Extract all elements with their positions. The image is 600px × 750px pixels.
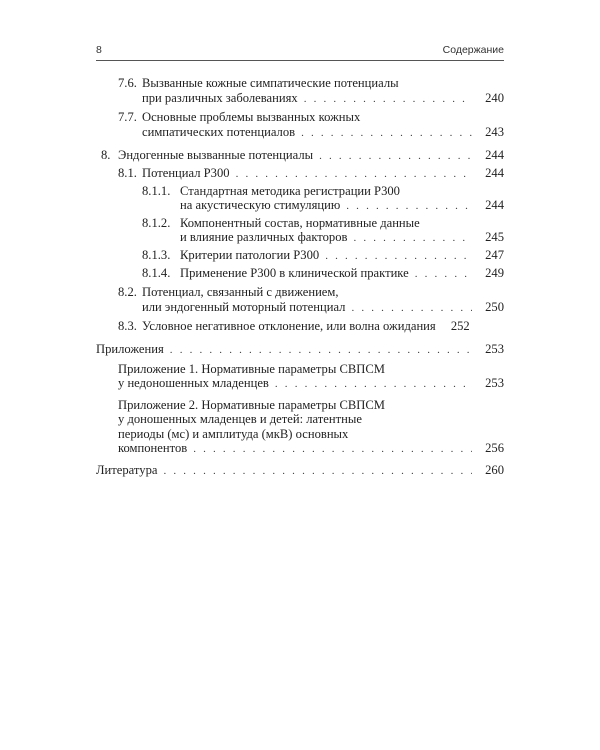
toc-page-number: 247 (485, 247, 504, 262)
toc-entry-title: у недоношенных младенцев (118, 376, 269, 391)
toc-entry-title: Потенциал P300 (142, 165, 230, 180)
dot-leader (236, 167, 472, 182)
toc-entry-title: при различных заболеваниях (142, 90, 298, 105)
dot-leader (351, 301, 472, 316)
toc-entry-8-1-4[interactable] (96, 266, 504, 282)
toc-entry-number: 8.1.3. (142, 247, 171, 262)
toc-entry-title: и влияние различных факторов (180, 230, 348, 245)
toc-entry-title: компонентов (118, 441, 188, 456)
toc-entry-title: на акустическую стимуляцию (180, 198, 341, 213)
toc-entry-title: или эндогенный моторный потенциал (142, 299, 346, 314)
toc-page-number: 260 (485, 463, 504, 478)
toc-entry-number: 7.7. (118, 110, 137, 125)
toc-page-number: 249 (485, 265, 504, 280)
toc-page-number: 244 (485, 198, 504, 213)
toc-entry-number: 8.1. (118, 165, 137, 180)
toc-entry-title: Приложения (96, 341, 164, 356)
dot-leader (193, 442, 472, 457)
toc-entry-number: 8.1.1. (142, 183, 171, 198)
toc-entry-references[interactable] (96, 463, 504, 479)
toc-page-number: 253 (485, 376, 504, 391)
toc-page-number: 244 (485, 148, 504, 163)
toc-entry-title: Критерии патологии P300 (180, 247, 320, 262)
toc-entry-number: 8.1.4. (142, 265, 171, 280)
toc-entry-title: Стандартная методика регистрации P300 (180, 183, 400, 198)
toc-entry-8-2[interactable] (96, 285, 504, 315)
toc-entry-7-7[interactable] (96, 110, 504, 140)
toc-entry-title: Применение P300 в клинической практике (180, 265, 409, 280)
toc-entry-title: у доношенных младенцев и детей: латентные (118, 412, 362, 427)
toc-entry-8-1-3[interactable] (96, 248, 504, 264)
toc-entry-title: Компонентный состав, нормативные данные (180, 215, 420, 230)
page-number: 8 (96, 44, 102, 56)
toc-page-number: 256 (485, 441, 504, 456)
toc-entry-8-1-1[interactable] (96, 184, 504, 214)
toc-entry-8-1-2[interactable] (96, 216, 504, 246)
table-of-contents (96, 76, 504, 483)
toc-entry-number: 7.6. (118, 76, 137, 90)
section-title: Содержание (442, 44, 504, 56)
toc-entry-7-6[interactable] (96, 76, 504, 106)
dot-leader (415, 267, 472, 282)
toc-entry-title: Литература (96, 463, 158, 478)
toc-page-number: 253 (485, 341, 504, 356)
toc-entry-title: Эндогенные вызванные потенциалы (118, 148, 314, 163)
dot-leader (170, 343, 472, 358)
toc-entry-title: Потенциал, связанный с движением, (142, 285, 339, 300)
toc-entry-number: 8.2. (118, 285, 137, 300)
toc-page-number: 244 (485, 165, 504, 180)
toc-page-number: 245 (485, 230, 504, 245)
toc-entry-appendix-1[interactable] (96, 362, 504, 392)
toc-entry-8-1[interactable] (96, 166, 504, 182)
toc-page-number: 243 (485, 124, 504, 139)
toc-entry-number: 8. (101, 148, 111, 163)
running-head (96, 44, 504, 60)
dot-leader (304, 92, 472, 107)
toc-entry-appendices[interactable] (96, 342, 504, 358)
toc-entry-number: 8.3. (118, 319, 137, 334)
toc-entry-appendix-2[interactable] (96, 398, 504, 457)
dot-leader (275, 377, 472, 392)
toc-entry-title: симпатических потенциалов (142, 124, 296, 139)
toc-entry-title: Приложение 2. Нормативные параметры СВПСМ (118, 397, 385, 412)
toc-entry-8-3[interactable] (96, 319, 504, 334)
toc-entry-title: Вызванные кожные симпатические потенциалы (142, 76, 399, 90)
dot-leader (301, 126, 472, 141)
toc-entry-title: Приложение 1. Нормативные параметры СВПСМ (118, 361, 385, 376)
toc-entry-title: Условное негативное отклонение, или волна ожидания (142, 319, 436, 334)
toc-entry-number: 8.1.2. (142, 215, 171, 230)
dot-leader (325, 249, 472, 264)
toc-entry-8[interactable] (96, 148, 504, 164)
toc-page-number: 252 (450, 319, 470, 334)
dot-leader (346, 199, 472, 214)
dot-leader (163, 464, 472, 479)
toc-page-number: 250 (485, 299, 504, 314)
dot-leader (353, 231, 472, 246)
header-rule (96, 60, 504, 61)
dot-leader (319, 149, 472, 164)
toc-page-number: 240 (485, 90, 504, 105)
toc-entry-title: периоды (мс) и амплитуда (мкВ) основных (118, 426, 349, 441)
toc-entry-title: Основные проблемы вызванных кожных (142, 110, 361, 125)
